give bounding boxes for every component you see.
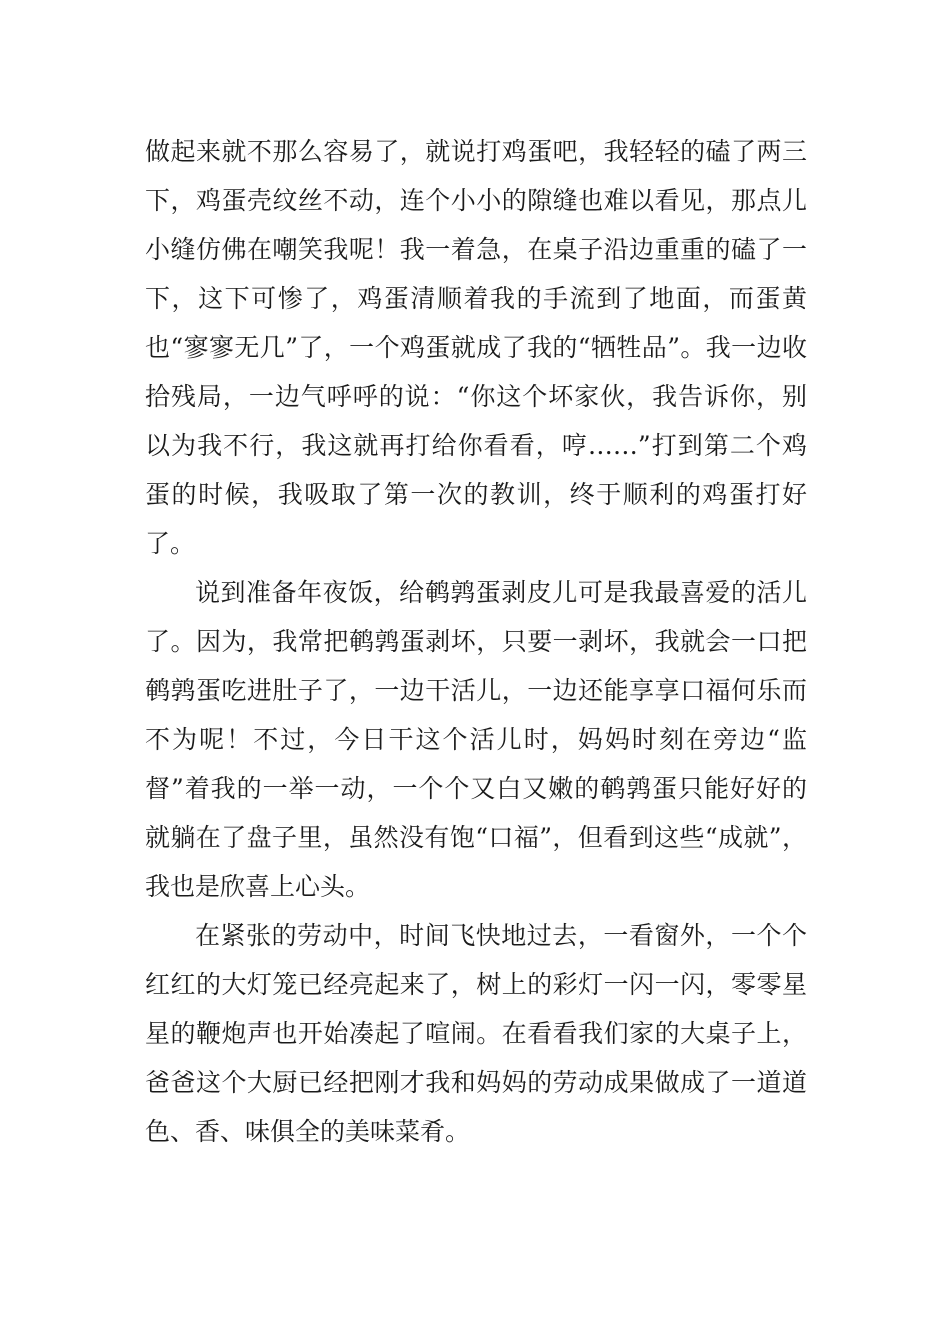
document-body — [145, 127, 807, 1156]
paragraph-3: 在紧张的劳动中，时间飞快地过去，一看窗外，一个个红红的大灯笼已经亮起来了，树上的彩灯一闪一闪，零零星星的鞭炮声也开始凑起了喧闹。在看看我们家的大桌子上，爸爸这个大厨已经把刚才我和妈妈的劳动成果做成了一道道色、香、味俱全的美味菜肴。 — [145, 921, 807, 1146]
paragraph-2: 说到准备年夜饭，给鹌鹑蛋剥皮儿可是我最喜爱的活儿了。因为，我常把鹌鹑蛋剥坏，只要一剥坏，我就会一口把鹌鹑蛋吃进肚子了，一边干活儿，一边还能享享口福何乐而不为呢！不过，今日干这个活儿时，妈妈时刻在旁边“监督”着我的一举一动，一个个又白又嫩的鹌鹑蛋只能好好的就躺在了盘子里，虽然没有饱“口福”，但看到这些“成就”，我也是欣喜上心头。 — [145, 578, 807, 901]
paragraph-1: 做起来就不那么容易了，就说打鸡蛋吧，我轻轻的磕了两三下，鸡蛋壳纹丝不动，连个小小的隙缝也难以看见，那点儿小缝仿佛在嘲笑我呢！我一着急，在桌子沿边重重的磕了一下，这下可惨了，鸡蛋清顺着我的手流到了地面，而蛋黄也“寥寥无几”了，一个鸡蛋就成了我的“牺牲品”。我一边收拾残局，一边气呼呼的说：“你这个坏家伙，我告诉你，别以为我不行，我这就再打给你看看，哼……”打到第二个鸡蛋的时候，我吸取了第一次的教训，终于顺利的鸡蛋打好了。 — [145, 137, 807, 558]
